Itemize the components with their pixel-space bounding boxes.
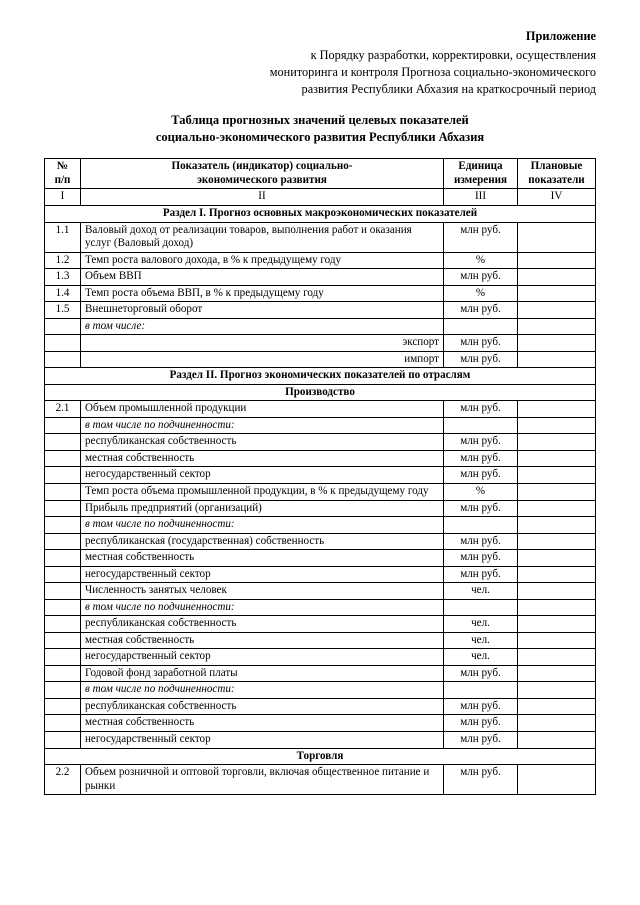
cell-number: 1.2 [45, 252, 81, 269]
cell-unit: млн руб. [444, 450, 518, 467]
cell-unit: млн руб. [444, 269, 518, 286]
cell-number [45, 566, 81, 583]
cell-unit: млн руб. [444, 401, 518, 418]
cell-plan-value[interactable] [518, 252, 596, 269]
cell-unit: млн руб. [444, 500, 518, 517]
column-header-unit-line2: измерения [453, 173, 508, 186]
cell-number [45, 434, 81, 451]
roman-plan: IV [518, 189, 596, 206]
cell-indicator: негосударственный сектор [81, 566, 444, 583]
table-body [45, 205, 596, 794]
cell-indicator: Темп роста валового дохода, в % к предыдущему году [81, 252, 444, 269]
cell-plan-value[interactable] [518, 533, 596, 550]
cell-indicator: негосударственный сектор [81, 467, 444, 484]
header-title: Приложение [525, 29, 596, 43]
cell-plan-value[interactable] [518, 665, 596, 682]
cell-plan-value[interactable] [518, 484, 596, 501]
cell-unit: млн руб. [444, 765, 518, 795]
cell-number [45, 649, 81, 666]
cell-indicator: республиканская собственность [81, 698, 444, 715]
cell-number [45, 583, 81, 600]
cell-number [45, 450, 81, 467]
table-row [45, 616, 596, 633]
cell-plan-value[interactable] [518, 335, 596, 352]
table-row [45, 252, 596, 269]
cell-plan-value[interactable] [518, 599, 596, 616]
column-header-plan-line2: показатели [528, 173, 585, 186]
cell-plan-value[interactable] [518, 318, 596, 335]
cell-unit: чел. [444, 616, 518, 633]
cell-indicator: экспорт [81, 335, 444, 352]
cell-number [45, 318, 81, 335]
cell-number [45, 500, 81, 517]
table-roman-row [45, 189, 596, 206]
cell-indicator: Внешнеторговый оборот [81, 302, 444, 319]
cell-unit: млн руб. [444, 533, 518, 550]
cell-plan-value[interactable] [518, 583, 596, 600]
table-row [45, 401, 596, 418]
cell-indicator: Численность занятых человек [81, 583, 444, 600]
cell-number [45, 484, 81, 501]
table-row [45, 351, 596, 368]
cell-number [45, 467, 81, 484]
cell-indicator: негосударственный сектор [81, 649, 444, 666]
document-header [44, 28, 596, 98]
page-title-line-2: социально-экономического развития Республики Абхазия [155, 130, 485, 145]
section-title: Производство [45, 384, 596, 401]
section-title: Торговля [45, 748, 596, 765]
cell-unit: млн руб. [444, 222, 518, 252]
table-row [45, 467, 596, 484]
cell-unit: млн руб. [444, 467, 518, 484]
section-title: Раздел I. Прогноз основных макроэкономических показателей [45, 205, 596, 222]
cell-plan-value[interactable] [518, 731, 596, 748]
table-row [45, 533, 596, 550]
cell-number [45, 599, 81, 616]
cell-indicator: импорт [81, 351, 444, 368]
cell-indicator: в том числе по подчиненности: [81, 682, 444, 699]
table-row [45, 434, 596, 451]
cell-plan-value[interactable] [518, 351, 596, 368]
column-header-plan [518, 159, 596, 189]
cell-number [45, 517, 81, 534]
cell-unit: чел. [444, 649, 518, 666]
cell-plan-value[interactable] [518, 450, 596, 467]
cell-unit [444, 417, 518, 434]
cell-number [45, 632, 81, 649]
cell-plan-value[interactable] [518, 698, 596, 715]
cell-plan-value[interactable] [518, 285, 596, 302]
table-row [45, 302, 596, 319]
cell-unit: млн руб. [444, 302, 518, 319]
cell-plan-value[interactable] [518, 417, 596, 434]
section-title: Раздел II. Прогноз экономических показателей по отраслям [45, 368, 596, 385]
table-header-row [45, 159, 596, 189]
cell-unit: % [444, 252, 518, 269]
cell-plan-value[interactable] [518, 765, 596, 795]
cell-indicator: в том числе по подчиненности: [81, 417, 444, 434]
cell-plan-value[interactable] [518, 517, 596, 534]
cell-unit: % [444, 484, 518, 501]
cell-indicator: Валовый доход от реализации товаров, выполнения работ и оказания услуг (Валовый доход) [81, 222, 444, 252]
cell-indicator: Объем розничной и оптовой торговли, включая общественное питание и рынки [81, 765, 444, 795]
table-row [45, 715, 596, 732]
table-row [45, 500, 596, 517]
header-line-2: мониторинга и контроля Прогноза социально-экономического [269, 64, 596, 79]
cell-number: 1.5 [45, 302, 81, 319]
cell-number [45, 715, 81, 732]
cell-unit: млн руб. [444, 665, 518, 682]
column-header-indicator-line1: Показатель (индикатор) социально- [171, 160, 353, 173]
indicators-table [44, 158, 596, 795]
header-line-3: развития Республики Абхазия на краткосрочный период [301, 81, 596, 96]
table-section-row [45, 384, 596, 401]
table-row [45, 599, 596, 616]
cell-number: 2.1 [45, 401, 81, 418]
cell-plan-value[interactable] [518, 302, 596, 319]
table-row [45, 285, 596, 302]
cell-number: 1.4 [45, 285, 81, 302]
table-row [45, 566, 596, 583]
cell-number: 1.1 [45, 222, 81, 252]
cell-indicator: республиканская (государственная) собственность [81, 533, 444, 550]
roman-indicator: II [81, 189, 444, 206]
cell-plan-value[interactable] [518, 467, 596, 484]
table-row [45, 222, 596, 252]
cell-plan-value[interactable] [518, 649, 596, 666]
page-title-line-1: Таблица прогнозных значений целевых показателей [171, 112, 469, 127]
column-header-plan-line1: Плановые [530, 160, 583, 173]
cell-number [45, 698, 81, 715]
cell-unit: млн руб. [444, 566, 518, 583]
cell-plan-value[interactable] [518, 434, 596, 451]
page-title [44, 112, 596, 147]
cell-indicator: Годовой фонд заработной платы [81, 665, 444, 682]
cell-plan-value[interactable] [518, 632, 596, 649]
cell-unit: % [444, 285, 518, 302]
cell-number: 1.3 [45, 269, 81, 286]
table-row [45, 450, 596, 467]
column-header-unit-line1: Единица [458, 160, 503, 173]
table-row [45, 417, 596, 434]
column-header-indicator [81, 159, 444, 189]
cell-unit: чел. [444, 632, 518, 649]
column-header-unit [444, 159, 518, 189]
cell-indicator: в том числе: [81, 318, 444, 335]
column-header-indicator-line2: экономического развития [197, 173, 327, 186]
cell-number: 2.2 [45, 765, 81, 795]
cell-indicator: Прибыль предприятий (организаций) [81, 500, 444, 517]
table-row [45, 583, 596, 600]
cell-indicator: Объем промышленной продукции [81, 401, 444, 418]
table-row [45, 698, 596, 715]
cell-indicator: в том числе по подчиненности: [81, 599, 444, 616]
cell-unit: млн руб. [444, 550, 518, 567]
column-header-num-line2: п/п [54, 173, 71, 186]
table-row [45, 632, 596, 649]
cell-indicator: Темп роста объема промышленной продукции, в % к предыдущему году [81, 484, 444, 501]
table-row [45, 665, 596, 682]
cell-unit: млн руб. [444, 434, 518, 451]
table-row [45, 318, 596, 335]
table-row [45, 765, 596, 795]
cell-plan-value[interactable] [518, 401, 596, 418]
cell-unit [444, 318, 518, 335]
cell-number [45, 550, 81, 567]
cell-plan-value[interactable] [518, 715, 596, 732]
cell-plan-value[interactable] [518, 616, 596, 633]
cell-number [45, 731, 81, 748]
cell-plan-value[interactable] [518, 269, 596, 286]
table-section-row [45, 205, 596, 222]
cell-unit [444, 682, 518, 699]
cell-unit: млн руб. [444, 731, 518, 748]
table-row [45, 517, 596, 534]
cell-number [45, 417, 81, 434]
cell-indicator: местная собственность [81, 715, 444, 732]
table-row [45, 682, 596, 699]
cell-plan-value[interactable] [518, 682, 596, 699]
table-row [45, 335, 596, 352]
cell-number [45, 335, 81, 352]
cell-indicator: республиканская собственность [81, 434, 444, 451]
cell-number [45, 616, 81, 633]
cell-unit: млн руб. [444, 351, 518, 368]
cell-indicator: местная собственность [81, 550, 444, 567]
cell-indicator: местная собственность [81, 450, 444, 467]
column-header-num-line1: № [56, 160, 69, 173]
cell-plan-value[interactable] [518, 222, 596, 252]
cell-unit: млн руб. [444, 335, 518, 352]
cell-indicator: республиканская собственность [81, 616, 444, 633]
cell-plan-value[interactable] [518, 500, 596, 517]
cell-unit [444, 517, 518, 534]
cell-number [45, 351, 81, 368]
cell-number [45, 533, 81, 550]
cell-indicator: местная собственность [81, 632, 444, 649]
cell-indicator: Темп роста объема ВВП, в % к предыдущему году [81, 285, 444, 302]
cell-plan-value[interactable] [518, 566, 596, 583]
cell-number [45, 682, 81, 699]
table-section-row [45, 368, 596, 385]
cell-indicator: негосударственный сектор [81, 731, 444, 748]
table-row [45, 269, 596, 286]
table-section-row [45, 748, 596, 765]
header-line-1: к Порядку разработки, корректировки, осуществления [310, 47, 596, 62]
cell-unit: чел. [444, 583, 518, 600]
table-row [45, 731, 596, 748]
table-row [45, 649, 596, 666]
cell-unit: млн руб. [444, 698, 518, 715]
table-row [45, 484, 596, 501]
cell-indicator: Объем ВВП [81, 269, 444, 286]
column-header-num [45, 159, 81, 189]
cell-unit [444, 599, 518, 616]
cell-indicator: в том числе по подчиненности: [81, 517, 444, 534]
cell-number [45, 665, 81, 682]
table-row [45, 550, 596, 567]
cell-unit: млн руб. [444, 715, 518, 732]
cell-plan-value[interactable] [518, 550, 596, 567]
roman-num: I [45, 189, 81, 206]
roman-unit: III [444, 189, 518, 206]
